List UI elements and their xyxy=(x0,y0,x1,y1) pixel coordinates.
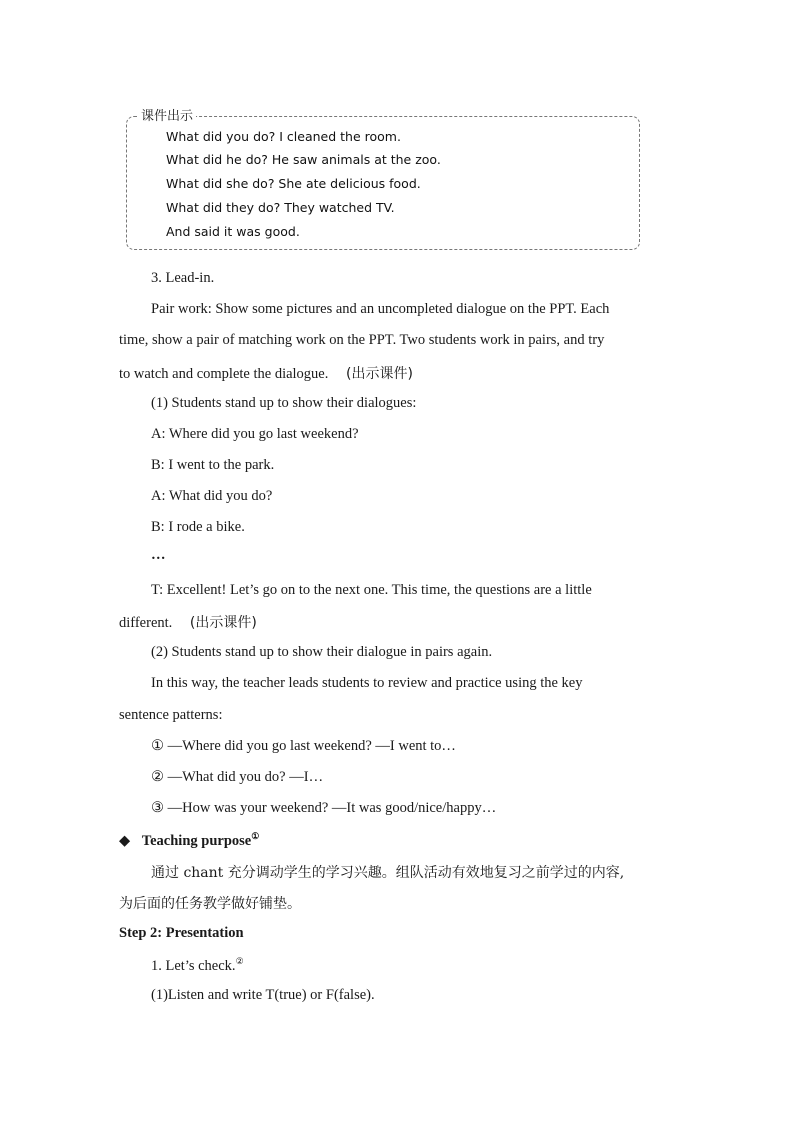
courseware-line: What did they do? They watched TV. xyxy=(166,200,395,215)
lead-in-paragraph-line: Pair work: Show some pictures and an uncompleted dialogue on the PPT. Each xyxy=(151,301,610,317)
footnote-marker: ② xyxy=(235,956,244,966)
courseware-line: What did he do? He saw animals at the zoo. xyxy=(166,152,441,167)
lead-in-paragraph-line xyxy=(119,363,413,383)
way-line: sentence patterns: xyxy=(119,707,223,723)
teacher-line-text: different. xyxy=(119,615,173,631)
teaching-purpose-text: 通过 chant 充分调动学生的学习兴趣。组队活动有效地复习之前学过的内容, xyxy=(151,865,625,881)
teaching-purpose-heading xyxy=(119,831,259,850)
teaching-purpose-text: 为后面的任务教学做好铺垫。 xyxy=(119,896,301,912)
courseware-note: (出示课件) xyxy=(346,366,413,382)
check-item xyxy=(151,956,244,975)
way-line: In this way, the teacher leads students to review and practice using the key xyxy=(151,675,583,691)
teaching-purpose-label: Teaching purpose xyxy=(141,832,252,849)
courseware-line: And said it was good. xyxy=(166,224,300,239)
teacher-line: T: Excellent! Let’s go on to the next one. This time, the questions are a little xyxy=(151,582,592,598)
dialogue-line: A: Where did you go last weekend? xyxy=(151,426,359,442)
dialogue-line: B: I went to the park. xyxy=(151,457,275,473)
lead-in-heading: 3. Lead-in. xyxy=(151,270,215,286)
step-one-text: (1) Students stand up to show their dialogues: xyxy=(151,395,417,411)
footnote-marker: ① xyxy=(251,831,260,841)
step-two-text: (2) Students stand up to show their dialogue in pairs again. xyxy=(151,644,493,660)
courseware-box-title: 课件出示 xyxy=(138,105,196,124)
lead-in-paragraph-line: time, show a pair of matching work on the PPT. Two students work in pairs, and try xyxy=(119,332,605,348)
sentence-pattern: ① —Where did you go last weekend? —I went to… xyxy=(151,738,456,754)
sentence-pattern: ③ —How was your weekend? —It was good/nice/happy… xyxy=(151,800,497,816)
lead-in-paragraph-text: to watch and complete the dialogue. xyxy=(119,366,329,382)
check-item-text: 1. Let’s check. xyxy=(151,957,236,974)
dialogue-line: A: What did you do? xyxy=(151,488,273,504)
listen-instruction: (1)Listen and write T(true) or F(false). xyxy=(151,987,375,1003)
ellipsis: … xyxy=(151,547,166,563)
diamond-bullet-icon: ◆ xyxy=(119,832,131,849)
courseware-note: (出示课件) xyxy=(189,615,257,631)
sentence-pattern: ② —What did you do? —I… xyxy=(151,769,324,785)
step-two-heading: Step 2: Presentation xyxy=(119,925,244,941)
courseware-line: What did she do? She ate delicious food. xyxy=(166,176,421,191)
dialogue-line: B: I rode a bike. xyxy=(151,519,245,535)
teacher-line xyxy=(119,612,257,632)
courseware-line: What did you do? I cleaned the room. xyxy=(166,129,401,144)
